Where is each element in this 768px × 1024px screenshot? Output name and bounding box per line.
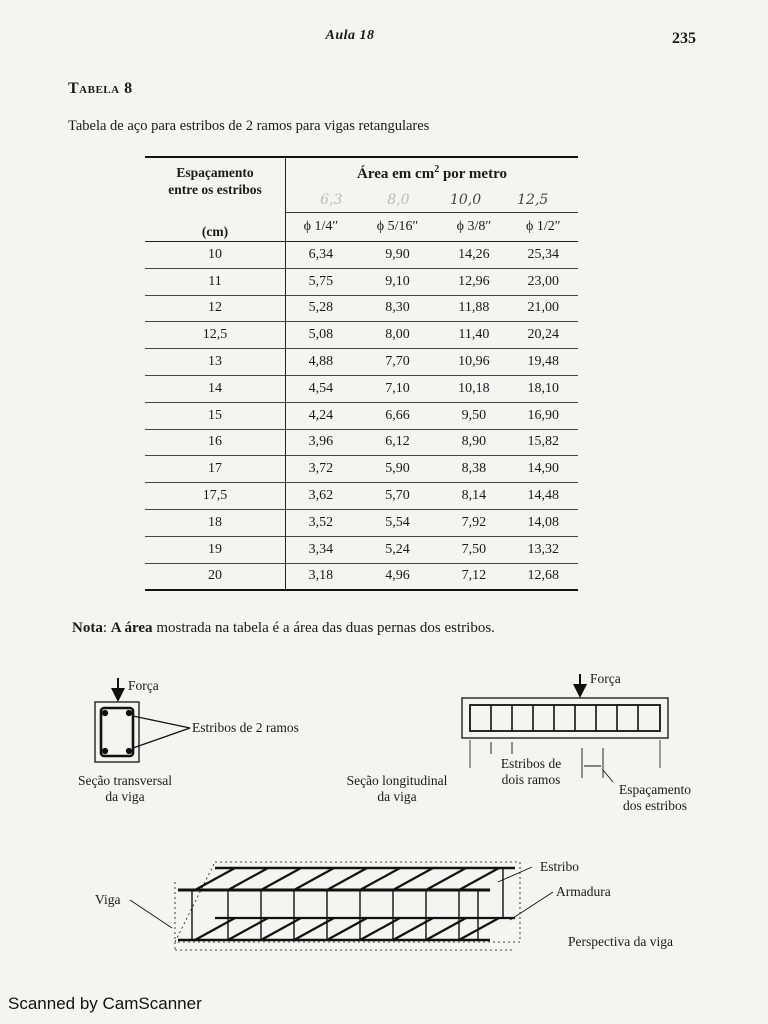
table-title: Tabela 8 bbox=[68, 80, 133, 97]
scanner-watermark: Scanned by CamScanner bbox=[8, 994, 202, 1013]
reinforcement-label: Armadura bbox=[556, 884, 611, 899]
spacing-unit: (cm) bbox=[201, 224, 229, 239]
area-cell: 8,38 bbox=[439, 456, 508, 483]
area-cell: 3,96 bbox=[286, 429, 356, 456]
note-bold: A área bbox=[110, 620, 153, 636]
area-cell: 5,75 bbox=[286, 268, 356, 295]
diameter-header: ϕ 5/16″ bbox=[356, 213, 439, 242]
area-cell: 5,28 bbox=[286, 295, 356, 322]
spacing-cell: 13 bbox=[145, 349, 286, 376]
estribos-2-ramos-label: Estribos de 2 ramos bbox=[192, 720, 299, 735]
diameter-header: ϕ 3/8″ bbox=[439, 213, 508, 242]
force-label-right: Força bbox=[590, 671, 621, 686]
area-cell: 14,26 bbox=[439, 242, 508, 269]
table-row bbox=[145, 402, 578, 429]
area-cell: 13,32 bbox=[509, 536, 578, 563]
area-cell: 4,24 bbox=[286, 402, 356, 429]
area-cell: 9,50 bbox=[439, 402, 508, 429]
area-cell: 25,34 bbox=[509, 242, 578, 269]
area-cell: 7,10 bbox=[356, 375, 439, 402]
area-cell: 6,12 bbox=[356, 429, 439, 456]
spacing-cell: 11 bbox=[145, 268, 286, 295]
area-cell: 12,68 bbox=[509, 563, 578, 590]
table-row bbox=[145, 456, 578, 483]
area-cell: 3,72 bbox=[286, 456, 356, 483]
stirrups-label: Estribos de dois ramos bbox=[500, 756, 562, 787]
page-number: 235 bbox=[672, 30, 696, 47]
area-cell: 9,10 bbox=[356, 268, 439, 295]
area-cell: 8,14 bbox=[439, 483, 508, 510]
area-cell: 3,34 bbox=[286, 536, 356, 563]
table-row bbox=[145, 509, 578, 536]
area-cell: 8,30 bbox=[356, 295, 439, 322]
perspective-drawing bbox=[130, 862, 553, 950]
area-cell: 21,00 bbox=[509, 295, 578, 322]
spacing-cell: 12,5 bbox=[145, 322, 286, 349]
area-cell: 18,10 bbox=[509, 375, 578, 402]
note: Nota: A área mostrada na tabela é a área das duas pernas dos estribos. bbox=[72, 620, 495, 636]
area-cell: 5,24 bbox=[356, 536, 439, 563]
area-cell: 23,00 bbox=[509, 268, 578, 295]
diameter-header: ϕ 1/4″ bbox=[286, 213, 356, 242]
spacing-cell: 12 bbox=[145, 295, 286, 322]
spacing-cell: 10 bbox=[145, 242, 286, 269]
table-row bbox=[145, 295, 578, 322]
area-cell: 11,88 bbox=[439, 295, 508, 322]
note-label: Nota bbox=[72, 620, 103, 636]
beam-label: Viga bbox=[95, 892, 121, 907]
area-cell: 10,18 bbox=[439, 375, 508, 402]
area-cell: 11,40 bbox=[439, 322, 508, 349]
area-cell: 20,24 bbox=[509, 322, 578, 349]
area-cell: 14,90 bbox=[509, 456, 578, 483]
spacing-cell: 17 bbox=[145, 456, 286, 483]
table-row bbox=[145, 375, 578, 402]
force-label-left: Força bbox=[128, 678, 159, 693]
area-cell: 5,54 bbox=[356, 509, 439, 536]
area-cell: 14,08 bbox=[509, 509, 578, 536]
table-row bbox=[145, 268, 578, 295]
perspective-label: Perspectiva da viga bbox=[568, 934, 673, 949]
area-cell: 5,90 bbox=[356, 456, 439, 483]
steel-table bbox=[145, 156, 578, 591]
area-cell: 19,48 bbox=[509, 349, 578, 376]
area-header: Área em $cm^2$ por metro bbox=[286, 157, 579, 188]
area-cell: 16,90 bbox=[509, 402, 578, 429]
spacing-cell: 15 bbox=[145, 402, 286, 429]
area-cell: 8,90 bbox=[439, 429, 508, 456]
area-cell: 8,00 bbox=[356, 322, 439, 349]
area-cell: 14,48 bbox=[509, 483, 578, 510]
handwritten-notes: 6,3 8,0 10,0 12,5 bbox=[320, 192, 549, 208]
spacing-cell: 19 bbox=[145, 536, 286, 563]
spacing-cell: 20 bbox=[145, 563, 286, 590]
table-row bbox=[145, 483, 578, 510]
spacing-cell: 18 bbox=[145, 509, 286, 536]
area-cell: 3,52 bbox=[286, 509, 356, 536]
area-cell: 7,92 bbox=[439, 509, 508, 536]
area-cell: 9,90 bbox=[356, 242, 439, 269]
area-cell: 12,96 bbox=[439, 268, 508, 295]
note-text: mostrada na tabela é a área das duas pernas dos estribos. bbox=[156, 620, 495, 636]
table-row bbox=[145, 429, 578, 456]
area-cell: 4,88 bbox=[286, 349, 356, 376]
spacing-cell: 17,5 bbox=[145, 483, 286, 510]
spacing-cell: 16 bbox=[145, 429, 286, 456]
area-cell: 4,96 bbox=[356, 563, 439, 590]
longitudinal-section-label: Seção longitudinal da viga bbox=[346, 773, 448, 804]
area-cell: 7,12 bbox=[439, 563, 508, 590]
stirrup-label: Estribo bbox=[540, 859, 579, 874]
cross-section-label: Seção transversal da viga bbox=[77, 773, 173, 804]
area-cell: 7,70 bbox=[356, 349, 439, 376]
spacing-cell: 14 bbox=[145, 375, 286, 402]
table-row bbox=[145, 242, 578, 269]
area-cell: 5,70 bbox=[356, 483, 439, 510]
area-cell: 5,08 bbox=[286, 322, 356, 349]
area-cell: 6,66 bbox=[356, 402, 439, 429]
area-cell: 3,62 bbox=[286, 483, 356, 510]
area-cell: 3,18 bbox=[286, 563, 356, 590]
chapter-title: Aula 18 bbox=[325, 28, 375, 43]
area-cell: 10,96 bbox=[439, 349, 508, 376]
spacing-label: Espaçamento dos estribos bbox=[619, 782, 691, 813]
table-caption: Tabela de aço para estribos de 2 ramos para vigas retangulares bbox=[68, 118, 430, 134]
area-cell: 6,34 bbox=[286, 242, 356, 269]
table-row bbox=[145, 322, 578, 349]
area-cell: 15,82 bbox=[509, 429, 578, 456]
table-row bbox=[145, 349, 578, 376]
spacing-header: Espaçamento entre os estribos (cm) bbox=[145, 157, 286, 242]
table-row bbox=[145, 563, 578, 590]
area-cell: 4,54 bbox=[286, 375, 356, 402]
table-row bbox=[145, 536, 578, 563]
area-cell: 7,50 bbox=[439, 536, 508, 563]
diameter-header: ϕ 1/2″ bbox=[509, 213, 578, 242]
